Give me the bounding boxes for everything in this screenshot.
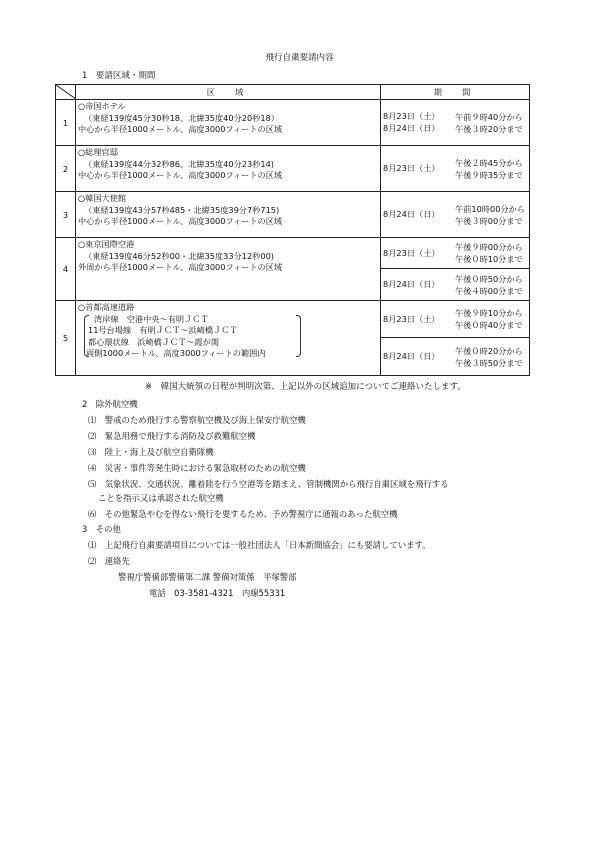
area-coordinates: （東経139度45分30秒18、北緯35度40分20秒18）	[84, 112, 279, 123]
contact-phone: 電話 03-3581-4321 内線55331	[149, 588, 286, 598]
contact-department: 警視庁警備部警備第二課 警備対策係 平塚警部	[118, 572, 297, 582]
header-period: 期 間	[381, 85, 530, 100]
period-time: 午前10時00分から	[455, 203, 525, 214]
period-time: 午後３時50分まで	[455, 357, 523, 368]
period-date: 8月23日（土）	[383, 111, 440, 121]
row-number: 5	[56, 301, 76, 376]
period-time: 午前９時40分から	[455, 111, 523, 122]
period-time: 午後０時20分から	[455, 345, 523, 356]
other-item: ⑴ 上記飛行自粛要請項目については一般社団法人「日本新聞協会」にも要請しています。	[88, 540, 431, 550]
note: ※ 韓国大統領の日程が判明次第、上記以外の区域追加についてご連絡いたします。	[145, 382, 466, 392]
area-name: ○首都高速道路	[78, 302, 135, 312]
area-cell	[76, 238, 381, 301]
section-2-heading: 2 除外航空機	[82, 399, 138, 409]
table-row	[56, 238, 530, 301]
period-time: 午後０時40分まで	[455, 320, 523, 330]
period-date: 8月24日（日）	[383, 351, 440, 361]
area-extent: 外周から半径1000メートル、高度3000フィートの区域	[78, 262, 283, 273]
period-date: 8月23日（土）	[383, 247, 440, 258]
area-cell	[76, 192, 381, 238]
period-time: 午後０時10分まで	[455, 254, 523, 264]
period-date: 8月24日（日）	[383, 209, 440, 219]
period-cell	[381, 301, 530, 376]
route-line: 都心環状線 浜崎橋ＪＣＴ～霞が関	[88, 336, 220, 347]
period-cell	[381, 238, 530, 301]
period-time: 午後２時45分から	[455, 157, 523, 168]
period-time: 午後９時35分まで	[455, 169, 523, 180]
route-line: 湾岸線 空港中央～有明ＪＣＴ	[94, 313, 209, 324]
row-number: 2	[56, 146, 76, 192]
table-row	[56, 146, 530, 192]
area-extent: 中心から半径1000メートル、高度3000フィートの区域	[78, 170, 283, 181]
period-time: 午後９時00分から	[455, 242, 523, 252]
area-name: ○帝国ホテル	[78, 101, 126, 111]
table-row	[56, 192, 530, 238]
section-1-heading: 1 要請区域・期間	[82, 71, 156, 81]
period-cell	[381, 192, 530, 238]
right-bracket	[296, 315, 301, 357]
other-item: ⑵ 連絡先	[88, 556, 130, 566]
exclusion-item: ⑵ 緊急用務で飛行する消防及び救難航空機	[88, 431, 256, 441]
period-time: 午後９時10分から	[455, 308, 523, 318]
diagonal-cell	[56, 85, 76, 100]
table-row	[56, 301, 530, 376]
row-number: 4	[56, 238, 76, 301]
header-area: 区 域	[76, 85, 381, 100]
period-date: 8月23日（土）	[383, 163, 440, 173]
area-extent: 中心から半径1000メートル、高度3000フィートの区域	[78, 216, 283, 227]
table-row	[56, 100, 530, 146]
area-name: ○東京国際空港	[78, 239, 135, 249]
area-coordinates: （東経139度43分57秒485・北緯35度39分7秒715)	[84, 204, 280, 215]
area-cell	[76, 301, 381, 376]
exclusion-item: ⑸ 気象状況、交通状況、離着陸を行う空港等を踏まえ、管制機関から飛行自粛区域を飛行する	[88, 479, 449, 489]
period-cell	[381, 100, 530, 146]
area-extent: 中心から半径1000メートル、高度3000フィートの区域	[78, 124, 283, 135]
row-number: 3	[56, 192, 76, 238]
left-bracket	[84, 315, 89, 357]
exclusion-item: ⑷ 災害・事件等発生時における緊急取材のための航空機	[88, 463, 306, 473]
area-cell	[76, 146, 381, 192]
area-extent: 両側1000メートル、高度3000フィートの範囲内	[86, 348, 266, 359]
period-date: 8月24日（日）	[383, 123, 440, 133]
exclusion-item-continued: ことを指示又は承認された航空機	[98, 493, 224, 503]
period-time: 午後０時50分から	[455, 273, 523, 284]
period-time: 午後４時00分まで	[455, 285, 523, 296]
document-title: 飛行自粛要請内容	[265, 53, 334, 63]
table-header-row	[56, 85, 530, 100]
period-date: 8月24日（日）	[383, 279, 440, 289]
period-date: 8月23日（土）	[383, 313, 440, 324]
area-name: ○韓国大使館	[78, 193, 127, 203]
area-name: ○総理官邸	[78, 147, 118, 157]
area-coordinates: （東経139度46分52秒00・北緯35度33分12秒00)	[84, 250, 274, 261]
area-coordinates: （東経139度44分32秒86、北緯35度40分23秒14)	[84, 158, 274, 169]
exclusion-item: ⑴ 警戒のため飛行する警察航空機及び海上保安庁航空機	[88, 415, 306, 425]
route-line: 11号台場線 有明ＪＣＴ～浜崎橋ＪＣＴ	[88, 325, 238, 336]
period-time: 午後３時20分まで	[455, 123, 523, 134]
exclusion-item: ⑹ その他緊急やむを得ない飛行を要するため、予め警視庁に通報のあった航空機	[88, 509, 398, 519]
row-number: 1	[56, 100, 76, 146]
area-cell	[76, 100, 381, 146]
period-time: 午後３時00分まで	[455, 215, 523, 226]
exclusion-item: ⑶ 陸上・海上及び航空自衛隊機	[88, 447, 214, 457]
period-cell	[381, 146, 530, 192]
section-3-heading: 3 その他	[82, 524, 121, 534]
request-table	[55, 84, 530, 376]
